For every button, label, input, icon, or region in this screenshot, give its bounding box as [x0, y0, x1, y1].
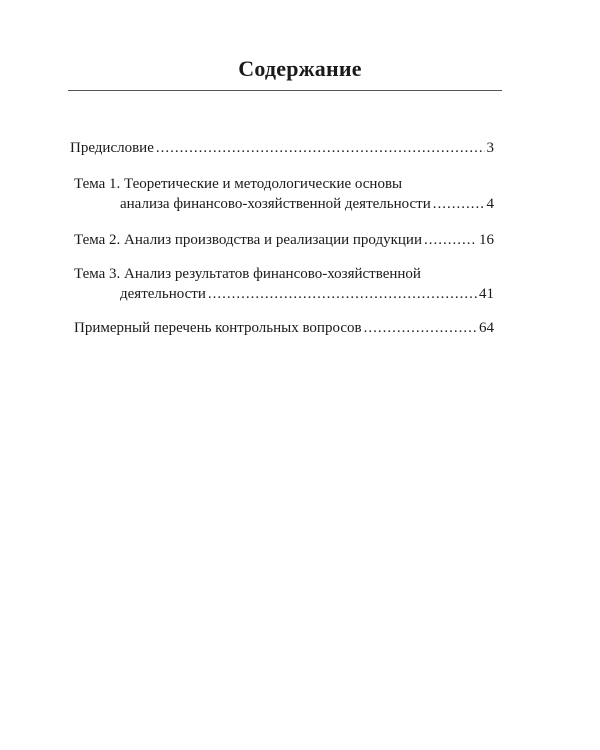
toc-entry-title: Примерный перечень контрольных вопросов — [74, 320, 362, 336]
toc-entry-review-questions[interactable] — [70, 318, 494, 338]
dot-leader — [433, 194, 485, 214]
table-of-contents — [70, 138, 494, 352]
toc-line-continuation — [70, 284, 494, 304]
toc-entry-title: Тема 2. Анализ производства и реализации продукции — [74, 232, 422, 248]
toc-line — [70, 230, 494, 250]
dot-leader — [364, 318, 477, 338]
toc-line — [70, 264, 494, 284]
toc-entry-title-continuation: анализа финансово-хозяйственной деятельности — [120, 196, 431, 212]
toc-entry-title: Тема 3. Анализ результатов финансово-хозяйственной — [74, 266, 421, 282]
toc-line — [70, 174, 494, 194]
toc-line — [70, 138, 494, 158]
toc-entry-title-continuation: деятельности — [120, 286, 206, 302]
toc-entry-topic-1[interactable] — [70, 174, 494, 214]
toc-entry-title: Предисловие — [70, 140, 154, 156]
dot-leader — [424, 230, 477, 250]
toc-page-number: 16 — [479, 232, 494, 248]
dot-leader — [208, 284, 477, 304]
toc-page-number: 41 — [479, 286, 494, 302]
page-title: Содержание — [238, 56, 362, 81]
toc-entry-topic-2[interactable] — [70, 230, 494, 250]
toc-entry-preface[interactable] — [70, 138, 494, 158]
toc-line-continuation — [70, 194, 494, 214]
toc-entry-title: Тема 1. Теоретические и методологические основы — [74, 176, 403, 192]
dot-leader — [156, 138, 485, 158]
title-divider — [68, 90, 502, 91]
toc-page-number: 3 — [486, 140, 494, 156]
toc-page-number: 4 — [486, 196, 494, 212]
toc-line — [70, 318, 494, 338]
toc-page-number: 64 — [479, 320, 494, 336]
toc-entry-topic-3[interactable] — [70, 264, 494, 304]
